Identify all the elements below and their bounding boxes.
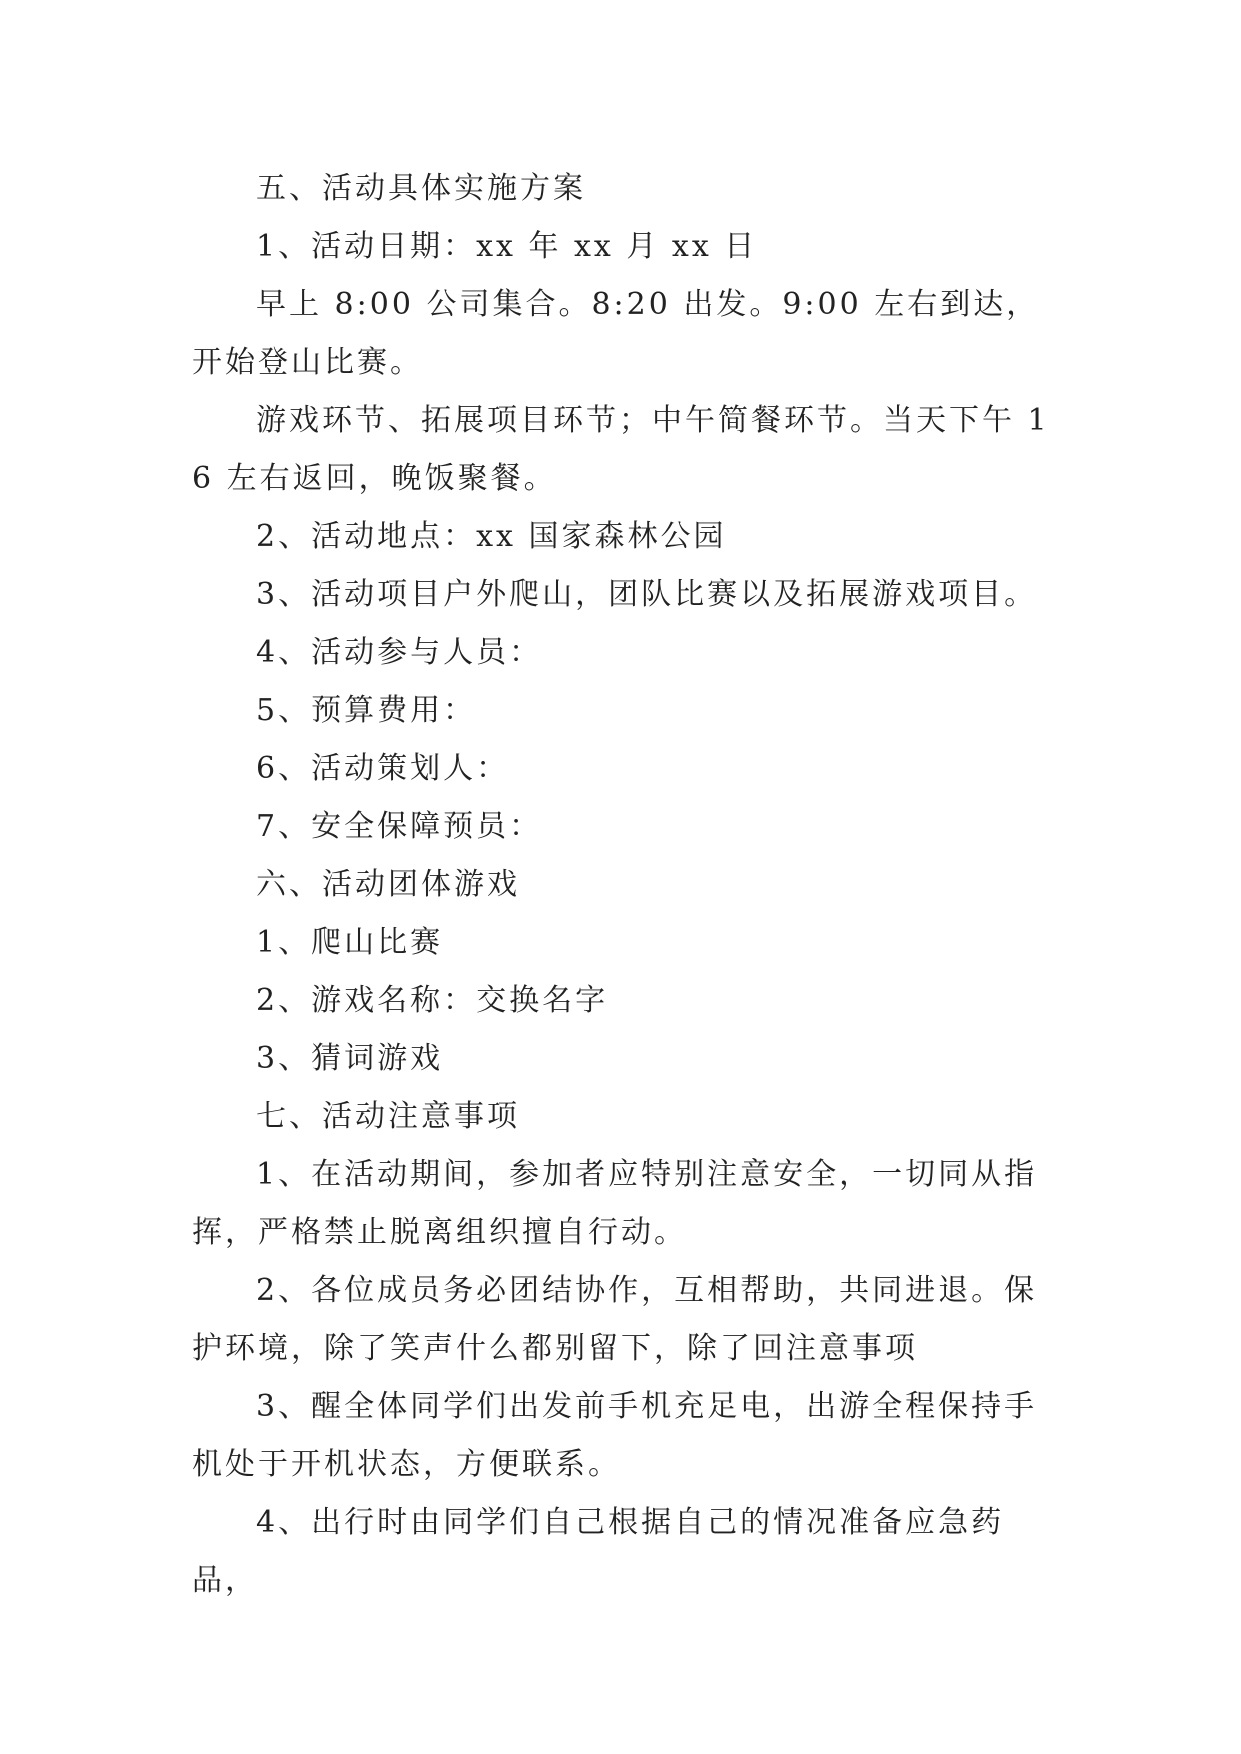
paragraph-planner: 6、活动策划人： [256,751,510,786]
paragraph-participants: 4、活动参与人员： [256,635,543,670]
section-heading-seven: 七、活动注意事项 [256,1099,520,1134]
paragraph-activity-items: 3、活动项目户外爬山，团队比赛以及拓展游戏项目。 [256,577,1038,612]
paragraph-game-guess-words: 3、猜词游戏 [256,1041,444,1076]
paragraph-note-medicine: 4、出行时由同学们自己根据自己的情况准备应急药品， [192,1505,1005,1598]
section-heading-five: 五、活动具体实施方案 [256,171,586,206]
paragraph-game-swap-names: 2、游戏名称：交换名字 [256,983,609,1018]
paragraph-activity-location: 2、活动地点：xx 国家森林公园 [256,519,727,554]
paragraph-activity-date: 1、活动日期：xx 年 xx 月 xx 日 [256,229,758,264]
paragraph-budget: 5、预算费用： [256,693,477,728]
paragraph-day-schedule: 游戏环节、拓展项目环节；中午简餐环节。当天下午 16 左右返回，晚饭聚餐。 [192,403,1050,496]
document-body [192,160,1052,1610]
paragraph-note-teamwork: 2、各位成员务必团结协作，互相帮助，共同进退。保护环境，除了笑声什么都别留下，除了回注意事项 [192,1273,1038,1366]
paragraph-morning-schedule: 早上 8:00 公司集合。8:20 出发。9:00 左右到达，开始登山比赛。 [192,287,1040,380]
paragraph-note-safety: 1、在活动期间，参加者应特别注意安全，一切同从指挥，严格禁止脱离组织擅自行动。 [192,1157,1038,1250]
section-heading-six: 六、活动团体游戏 [256,867,520,902]
paragraph-note-phone: 3、醒全体同学们出发前手机充足电，出游全程保持手机处于开机状态，方便联系。 [192,1389,1038,1482]
paragraph-game-climbing: 1、爬山比赛 [256,925,444,960]
paragraph-safety-staff: 7、安全保障预员： [256,809,543,844]
